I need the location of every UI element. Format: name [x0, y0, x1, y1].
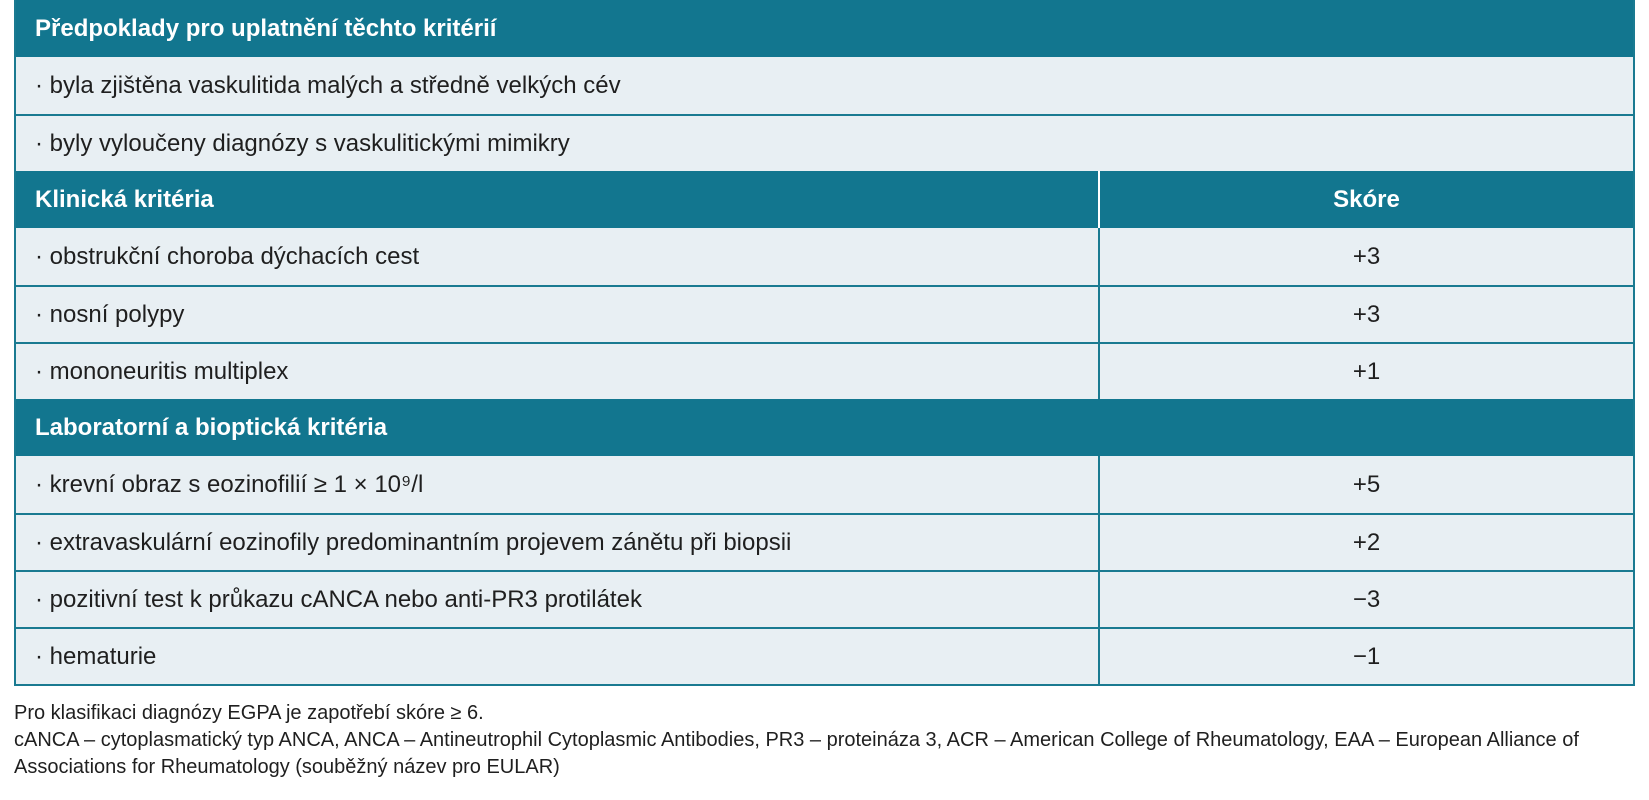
section-title: Laboratorní a bioptická kritéria — [35, 413, 388, 441]
criterion-score: +3 — [1352, 300, 1381, 328]
criterion-score: +1 — [1352, 357, 1381, 385]
criterion-score: −3 — [1352, 585, 1381, 613]
criteria-table — [14, 0, 1635, 686]
criterion-score: +5 — [1352, 470, 1381, 498]
table-footnotes — [14, 700, 1634, 781]
criterion-label: · pozitivní test k průkazu cANCA nebo anti-PR3 protilátek — [16, 572, 1100, 627]
section-header-laboratory — [16, 399, 1633, 456]
score-column-header: Skóre — [1333, 185, 1400, 213]
section-title: Předpoklady pro uplatnění těchto kritérií — [35, 14, 497, 42]
table-row — [16, 456, 1633, 513]
table-row — [16, 114, 1633, 171]
criterion-score: −1 — [1352, 642, 1381, 670]
criterion-label: · byla zjištěna vaskulitida malých a středně velkých cév — [35, 71, 621, 99]
table-row — [16, 513, 1633, 570]
criterion-label: · mononeuritis multiplex — [16, 344, 1100, 399]
footnote-threshold: Pro klasifikaci diagnózy EGPA je zapotřebí skóre ≥ 6. — [14, 702, 484, 724]
table-row — [16, 285, 1633, 342]
section-title: Klinická kritéria — [16, 171, 1100, 228]
criterion-score: +2 — [1352, 528, 1381, 556]
table-row — [16, 228, 1633, 285]
criterion-label: · obstrukční choroba dýchacích cest — [16, 228, 1100, 285]
criterion-label: · krevní obraz s eozinofilií ≥ 1 × 10⁹/l — [16, 456, 1100, 513]
criterion-label: · byly vyloučeny diagnózy s vaskulitickými mimikry — [35, 129, 570, 157]
criterion-score: +3 — [1352, 242, 1381, 270]
table-row — [16, 57, 1633, 114]
criterion-label: · hematurie — [16, 629, 1100, 684]
table-row — [16, 627, 1633, 684]
footnote-abbreviations: cANCA – cytoplasmatický typ ANCA, ANCA – Antineutrophil Cytoplasmic Antibodies, PR3 – proteináza 3, ACR – American College of Rheumatology, EAA – European Alliance of Associations for Rheumatology (souběžný název pro EULAR) — [14, 729, 1579, 778]
criterion-label: · extravaskulární eozinofily predominantním projevem zánětu při biopsii — [16, 515, 1100, 570]
table-row — [16, 342, 1633, 399]
section-header-prerequisites — [16, 0, 1633, 57]
criterion-label: · nosní polypy — [16, 287, 1100, 342]
section-header-clinical — [16, 171, 1633, 228]
table-row — [16, 570, 1633, 627]
